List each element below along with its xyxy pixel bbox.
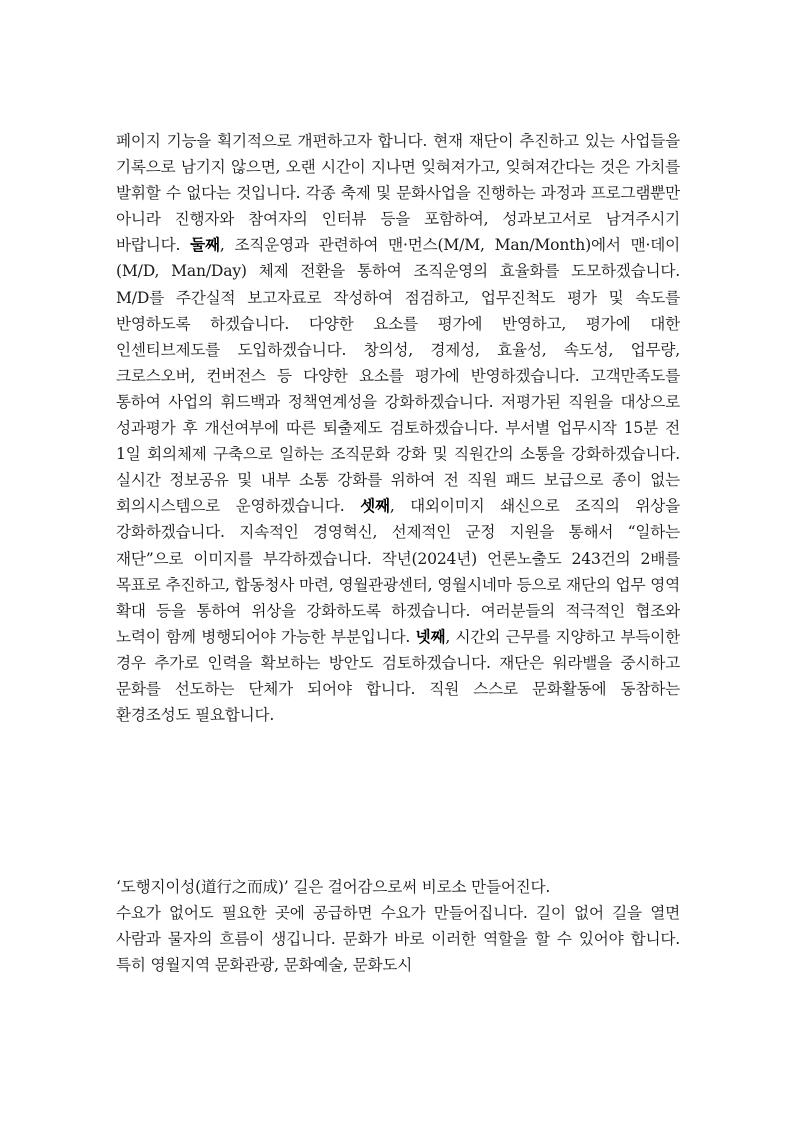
proverb-line: ‘도행지이성(道行之而成)’ 길은 걸어감으로써 비로소 만들어진다.: [116, 878, 551, 896]
ordinal-marker-third: 셋째: [360, 497, 390, 516]
paragraph-text-3: , 대외이미지 쇄신으로 조직의 위상을 강화하겠습니다. 지속적인 경영혁신, 선제적인 군정 지원을 통해서 “일하는 재단”으로 이미지를 부각하겠습니다. 작년(2024년) 언론노출도 243건의 2배를 목표로 추진하고, 합동청사 마련, 영월관광센터, 영월시네마 등으로 재단의 업무 영역 확대 등을 통하여 위상을 강화하도록 하겠습니다. 여러분들의 적극적인 협조와 노력이 함께 병행되어야 가능한 부분입니다.: [116, 497, 680, 646]
closing-paragraph: [116, 874, 680, 978]
body-paragraph: [116, 128, 680, 728]
paragraph-text-1: 페이지 기능을 획기적으로 개편하고자 합니다. 현재 재단이 추진하고 있는 사업들을 기록으로 남기지 않으면, 오랜 시간이 지나면 잊혀져가고, 잊혀져간다는 것은 가치를 발휘할 수 없다는 것입니다. 각종 축제 및 문화사업을 진행하는 과정과 프로그램뿐만 아니라 진행자와 참여자의 인터뷰 등을 포함하여, 성과보고서로 남겨주시기 바랍니다.: [116, 132, 680, 255]
paragraph-text-4: , 시간외 근무를 지양하고 부득이한 경우 추가로 인력을 확보하는 방안도 검토하겠습니다. 재단은 워라밸을 중시하고 문화를 선도하는 단체가 되어야 합니다. 직원 스스로 문화활동에 동참하는 환경조성도 필요합니다.: [116, 627, 681, 725]
ordinal-marker-fourth: 넷째: [415, 627, 446, 646]
closing-text: 수요가 없어도 필요한 곳에 공급하면 수요가 만들어집니다. 길이 없어 길을 열면 사람과 물자의 흐름이 생깁니다. 문화가 바로 이러한 역할을 할 수 있어야 합니다. 특히 영월지역 문화관광, 문화예술, 문화도시: [116, 904, 680, 975]
ordinal-marker-second: 둘째: [190, 236, 220, 255]
paragraph-text-2: , 조직운영과 관련하여 맨·먼스(M/M, Man/Month)에서 맨·데이(M/D, Man/Day) 체제 전환을 통하여 조직운영의 효율화를 도모하겠습니다. M/D를 주간실적 보고자료로 작성하여 점검하고, 업무진척도 평가 및 속도를 반영하도록 하겠습니다. 다양한 요소를 평가에 반영하고, 평가에 대한 인센티브제도를 도입하겠습니다. 창의성, 경제성, 효율성, 속도성, 업무량, 크로스오버, 컨버전스 등 다양한 요소를 평가에 반영하겠습니다. 고객만족도를 통하여 사업의 휘드백과 정책연계성을 강화하겠습니다. 저평가된 직원을 대상으로 성과평가 후 개선여부에 따른 퇴출제도 검토하겠습니다. 부서별 업무시작 15분 전 1일 회의체제 구축으로 일하는 조직문화 강화 및 직원간의 소통을 강화하겠습니다. 실시간 정보공유 및 내부 소통 강화를 위하여 전 직원 패드 보급으로 종이 없는 회의시스템으로 운영하겠습니다.: [116, 236, 680, 516]
